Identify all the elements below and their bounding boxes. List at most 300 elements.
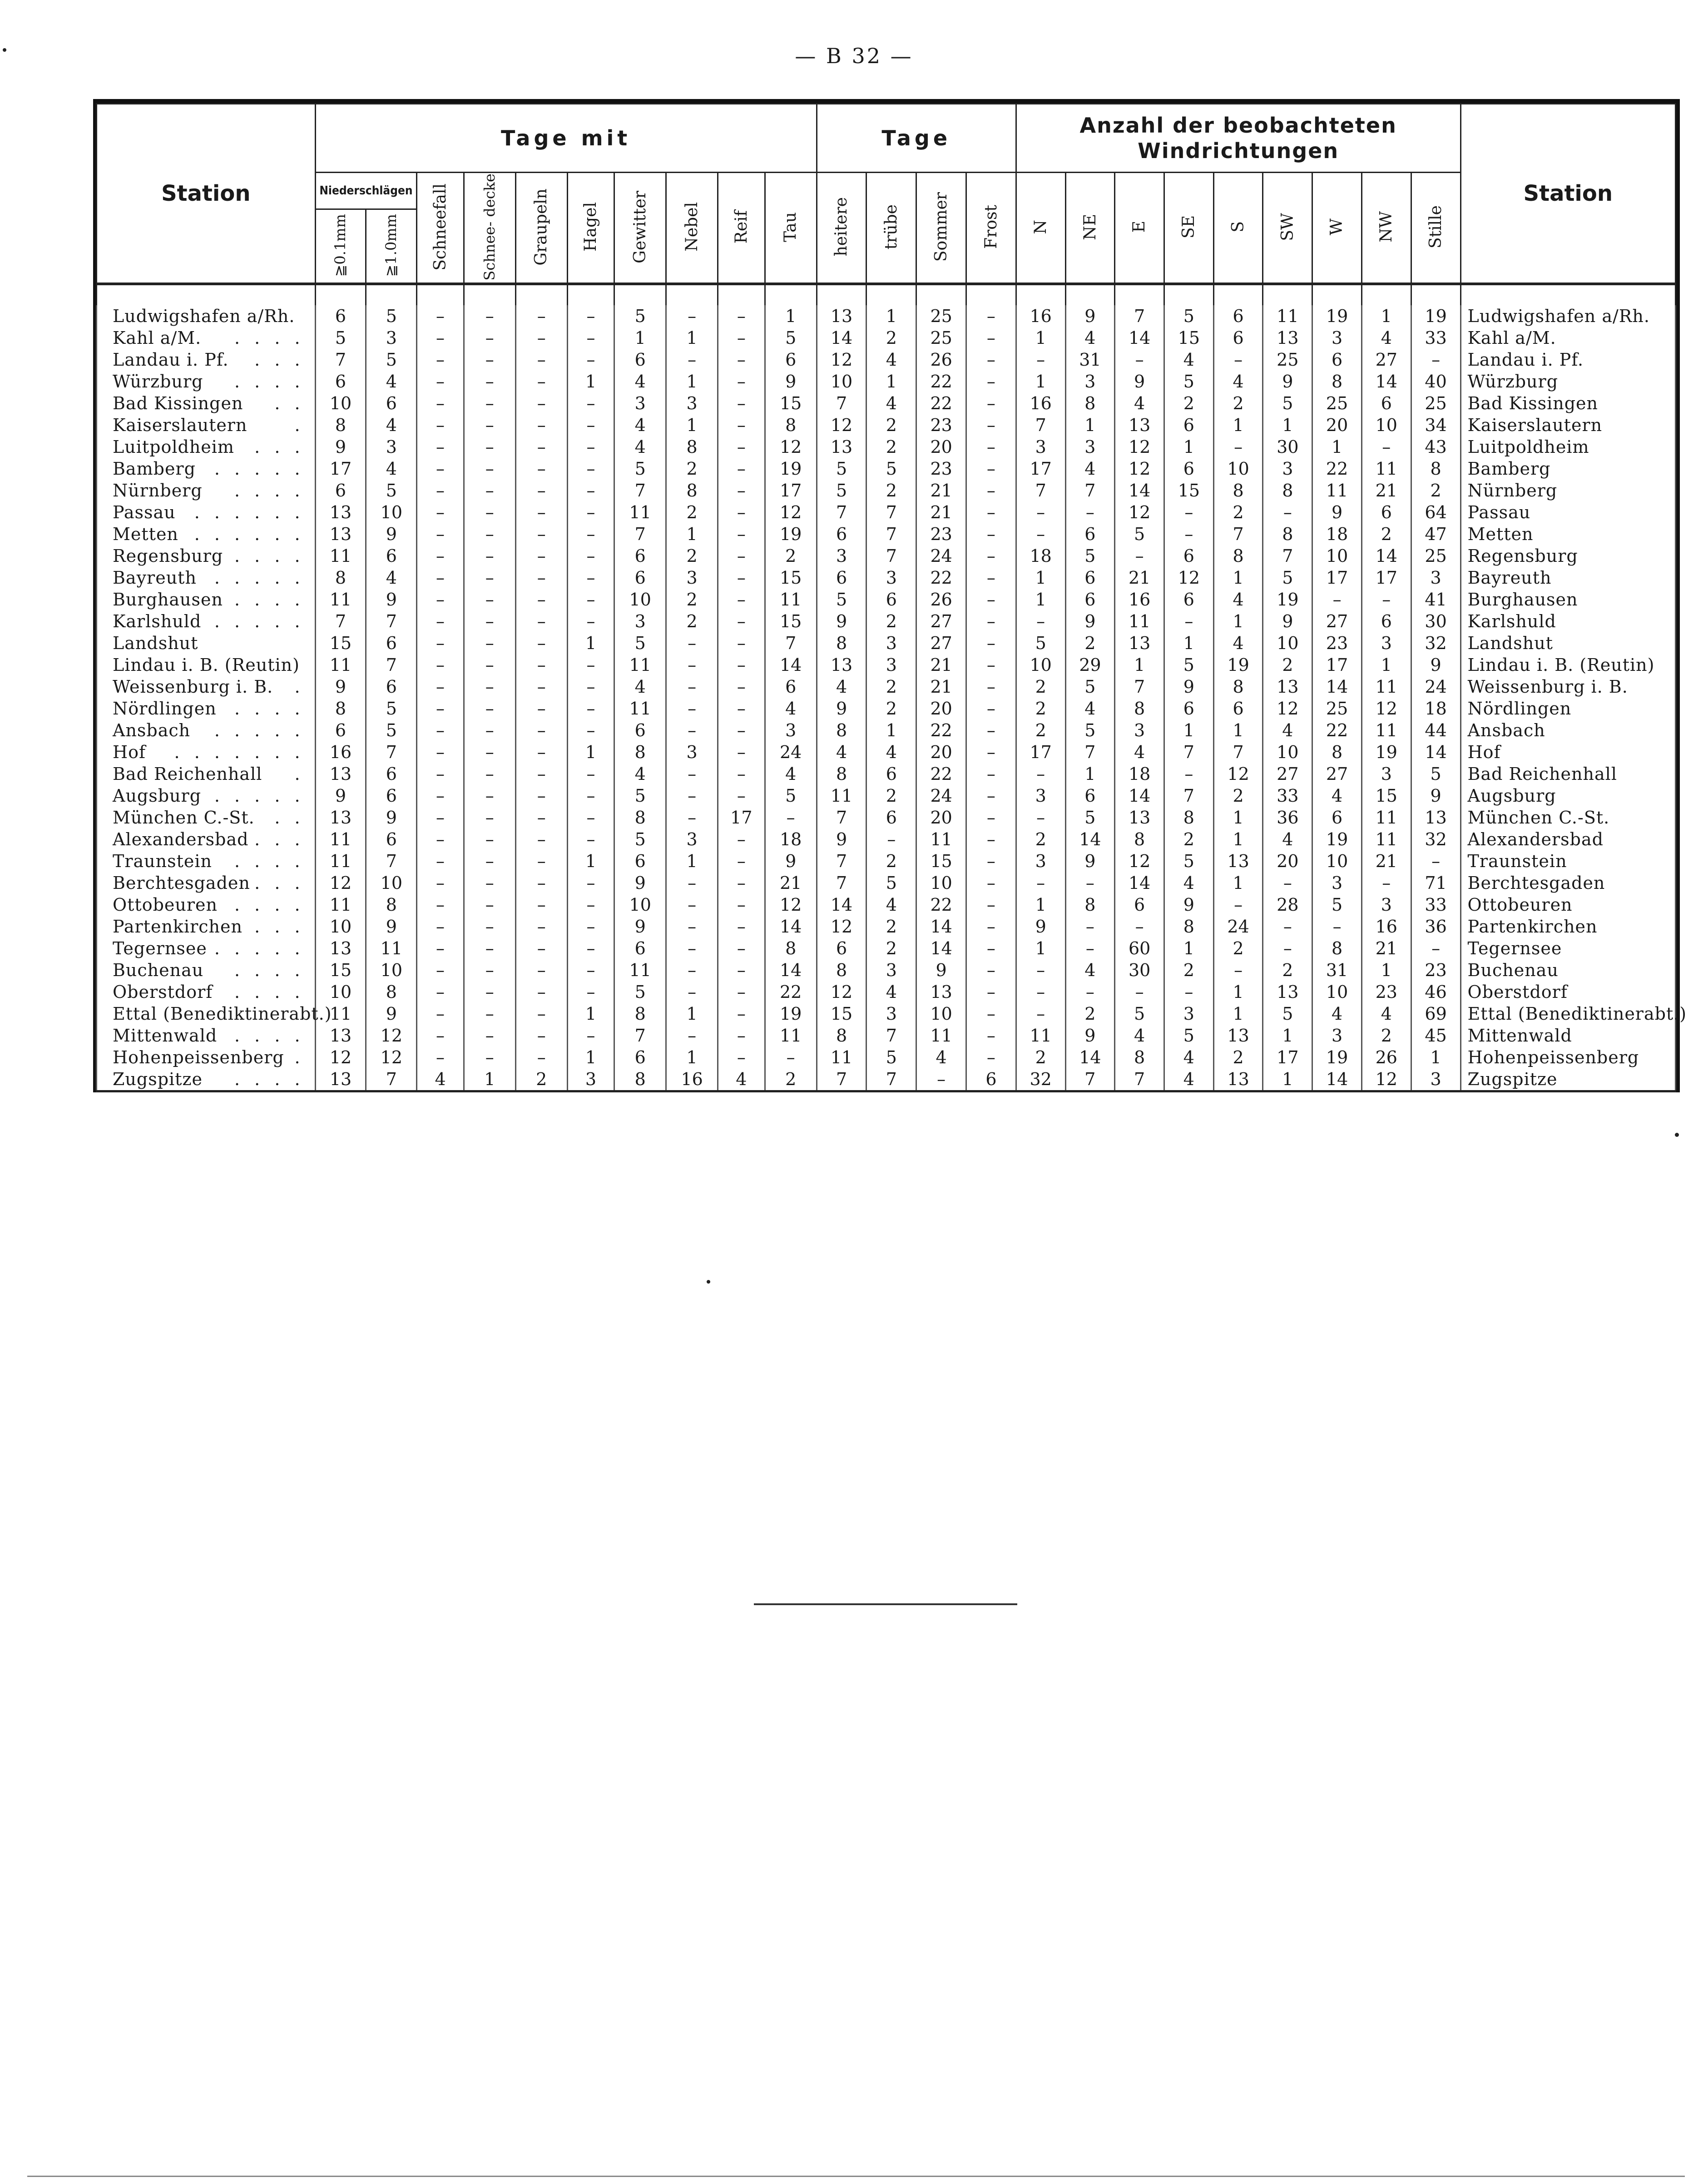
table-cell: – xyxy=(417,741,464,763)
table-cell: – xyxy=(417,567,464,589)
table-row xyxy=(97,632,1676,654)
table-cell: 1 xyxy=(866,305,916,327)
station-name-left: Hof . . . . . . . xyxy=(97,741,316,763)
table-cell: 2 xyxy=(866,610,916,632)
table-row xyxy=(97,589,1676,610)
table-body xyxy=(97,305,1687,1091)
table-cell: 1 xyxy=(567,741,614,763)
table-cell: 3 xyxy=(1312,872,1362,894)
table-cell: 9 xyxy=(315,436,366,458)
table-cell: 2 xyxy=(866,327,916,349)
table-cell: 13 xyxy=(1263,676,1312,698)
table-cell: 3 xyxy=(1065,371,1115,392)
table-cell: – xyxy=(718,741,765,763)
table-cell: 10 xyxy=(1263,632,1312,654)
table-cell: 1 xyxy=(1213,981,1263,1003)
table-cell: – xyxy=(567,610,614,632)
table-cell: – xyxy=(417,1003,464,1025)
table-cell: – xyxy=(966,828,1016,850)
station-name-right: Hof xyxy=(1460,741,1675,763)
table-cell: – xyxy=(417,850,464,872)
table-cell: 2 xyxy=(866,850,916,872)
table-row xyxy=(97,414,1676,436)
table-row xyxy=(97,741,1676,763)
table-cell: 5 xyxy=(765,327,817,349)
station-name-left: Zugspitze . . . . xyxy=(97,1068,316,1091)
table-cell: – xyxy=(464,523,515,545)
table-cell: 7 xyxy=(1115,676,1164,698)
table-cell: – xyxy=(515,610,567,632)
table-cell: 4 xyxy=(1164,872,1214,894)
table-cell: – xyxy=(966,1046,1016,1068)
table-cell: 9 xyxy=(1164,676,1214,698)
table-cell: 8 xyxy=(1065,894,1115,916)
table-cell: 6 xyxy=(366,676,417,698)
table-cell: 6 xyxy=(966,1068,1016,1091)
station-name-left: Weissenburg i. B. . xyxy=(97,676,316,698)
table-cell: 12 xyxy=(765,436,817,458)
station-name-left: Buchenau . . . . xyxy=(97,959,316,981)
table-cell: 3 xyxy=(1411,1068,1460,1091)
table-cell: – xyxy=(966,632,1016,654)
table-cell: 8 xyxy=(315,414,366,436)
table-cell: 4 xyxy=(1312,1003,1362,1025)
table-cell: – xyxy=(966,850,1016,872)
table-cell: 4 xyxy=(1263,828,1312,850)
table-row xyxy=(97,763,1676,785)
table-cell: – xyxy=(718,436,765,458)
table-cell: 33 xyxy=(1411,327,1460,349)
table-cell: 11 xyxy=(614,654,666,676)
table-cell: – xyxy=(515,872,567,894)
table-cell: 1 xyxy=(1361,305,1411,327)
table-cell: – xyxy=(966,916,1016,937)
station-table xyxy=(96,103,1687,1092)
table-cell: 19 xyxy=(1312,1046,1362,1068)
table-cell: – xyxy=(567,828,614,850)
table-cell: – xyxy=(515,676,567,698)
table-cell: 8 xyxy=(1213,676,1263,698)
table-cell: 16 xyxy=(666,1068,718,1091)
table-cell: 8 xyxy=(614,1068,666,1091)
table-cell: 24 xyxy=(1411,676,1460,698)
table-cell: 23 xyxy=(1312,632,1362,654)
table-cell: – xyxy=(718,1025,765,1046)
table-cell: 12 xyxy=(817,981,866,1003)
table-cell: 10 xyxy=(916,872,966,894)
table-cell: 5 xyxy=(1164,371,1214,392)
table-cell: 5 xyxy=(866,872,916,894)
col-header-01mm: ≧0.1mm xyxy=(315,209,366,284)
table-cell: – xyxy=(718,763,765,785)
table-cell: – xyxy=(966,305,1016,327)
table-cell: 44 xyxy=(1411,719,1460,741)
table-cell: 32 xyxy=(1411,828,1460,850)
table-cell: – xyxy=(666,349,718,371)
table-cell: 1 xyxy=(567,632,614,654)
table-cell: 3 xyxy=(1312,327,1362,349)
table-row xyxy=(97,894,1676,916)
table-cell: 11 xyxy=(765,1025,817,1046)
table-cell: 11 xyxy=(1361,676,1411,698)
table-cell: 4 xyxy=(1213,632,1263,654)
table-cell: 24 xyxy=(916,545,966,567)
table-cell: – xyxy=(966,719,1016,741)
table-cell: – xyxy=(417,959,464,981)
table-cell: – xyxy=(417,327,464,349)
table-cell: – xyxy=(464,1025,515,1046)
table-cell: 10 xyxy=(366,501,417,523)
col-header-hagel: Hagel xyxy=(567,173,614,284)
table-cell: – xyxy=(567,349,614,371)
table-cell: 23 xyxy=(1411,959,1460,981)
table-row xyxy=(97,872,1676,894)
table-cell: – xyxy=(1164,610,1214,632)
table-row xyxy=(97,305,1676,327)
table-cell: 6 xyxy=(1164,458,1214,480)
table-cell: 4 xyxy=(614,676,666,698)
table-cell: 21 xyxy=(916,654,966,676)
table-cell: 1 xyxy=(614,327,666,349)
table-cell: 12 xyxy=(1213,763,1263,785)
station-name-right: Kaiserslautern xyxy=(1460,414,1675,436)
table-cell: – xyxy=(718,894,765,916)
table-cell: 25 xyxy=(1312,392,1362,414)
table-cell: – xyxy=(515,567,567,589)
table-cell: 13 xyxy=(916,981,966,1003)
table-cell: 12 xyxy=(1263,698,1312,719)
table-cell: 8 xyxy=(1411,458,1460,480)
table-cell: 4 xyxy=(1361,327,1411,349)
table-cell: 28 xyxy=(1263,894,1312,916)
table-cell: 22 xyxy=(916,719,966,741)
station-name-left: München C.-St. . . xyxy=(97,807,316,828)
table-cell: 6 xyxy=(1065,589,1115,610)
table-cell: 5 xyxy=(1263,567,1312,589)
table-cell: 6 xyxy=(614,349,666,371)
table-cell: 8 xyxy=(1263,523,1312,545)
table-cell: – xyxy=(417,632,464,654)
table-row xyxy=(97,610,1676,632)
table-cell: 5 xyxy=(1115,523,1164,545)
table-cell: 6 xyxy=(817,937,866,959)
table-cell: 2 xyxy=(1164,828,1214,850)
table-cell: 7 xyxy=(614,1025,666,1046)
table-cell: 14 xyxy=(1361,371,1411,392)
table-cell: 47 xyxy=(1411,523,1460,545)
table-cell: – xyxy=(464,371,515,392)
table-cell: 6 xyxy=(765,676,817,698)
station-name-left: Augsburg . . . . . xyxy=(97,785,316,807)
table-cell: – xyxy=(515,523,567,545)
table-cell: 14 xyxy=(916,916,966,937)
table-cell: 13 xyxy=(315,807,366,828)
table-cell: 21 xyxy=(916,501,966,523)
table-cell: 6 xyxy=(1164,589,1214,610)
table-cell: – xyxy=(464,392,515,414)
table-cell: – xyxy=(1065,872,1115,894)
station-name-right: Nördlingen xyxy=(1460,698,1675,719)
table-cell: 1 xyxy=(567,1046,614,1068)
table-cell: 10 xyxy=(1312,850,1362,872)
table-cell: – xyxy=(464,850,515,872)
table-cell: 4 xyxy=(1361,1003,1411,1025)
table-cell: – xyxy=(417,937,464,959)
table-cell: 6 xyxy=(866,589,916,610)
table-cell: 4 xyxy=(1312,785,1362,807)
table-cell: 11 xyxy=(1361,458,1411,480)
table-cell: – xyxy=(1016,501,1065,523)
table-cell: 3 xyxy=(1115,719,1164,741)
table-cell: – xyxy=(1213,436,1263,458)
table-cell: 16 xyxy=(315,741,366,763)
station-name-right: Mittenwald xyxy=(1460,1025,1675,1046)
table-cell: 10 xyxy=(1312,545,1362,567)
col-header-e: E xyxy=(1115,173,1164,284)
table-cell: 6 xyxy=(817,523,866,545)
table-cell: 5 xyxy=(366,719,417,741)
table-cell: – xyxy=(718,850,765,872)
table-cell: 14 xyxy=(916,937,966,959)
table-cell: 2 xyxy=(1361,1025,1411,1046)
table-cell: – xyxy=(567,589,614,610)
table-cell: 17 xyxy=(1016,741,1065,763)
table-cell: 12 xyxy=(1164,567,1214,589)
table-cell: 7 xyxy=(614,480,666,501)
table-cell: 1 xyxy=(1016,937,1065,959)
table-cell: 6 xyxy=(866,763,916,785)
table-cell: – xyxy=(515,937,567,959)
table-cell: 7 xyxy=(366,741,417,763)
table-cell: 21 xyxy=(1361,480,1411,501)
table-cell: 1 xyxy=(1016,567,1065,589)
table-cell: 6 xyxy=(366,632,417,654)
table-cell: – xyxy=(417,828,464,850)
table-cell: 12 xyxy=(366,1025,417,1046)
table-cell: 6 xyxy=(366,392,417,414)
table-cell: – xyxy=(567,676,614,698)
table-cell: 60 xyxy=(1115,937,1164,959)
table-cell: 9 xyxy=(1411,654,1460,676)
table-cell: 22 xyxy=(765,981,817,1003)
table-cell: – xyxy=(718,1046,765,1068)
table-cell: 14 xyxy=(1115,480,1164,501)
table-cell: 11 xyxy=(817,785,866,807)
table-cell: 13 xyxy=(1263,327,1312,349)
table-cell: 9 xyxy=(614,916,666,937)
table-cell: – xyxy=(966,676,1016,698)
table-cell: 3 xyxy=(866,1003,916,1025)
table-cell: 1 xyxy=(866,719,916,741)
table-cell: – xyxy=(666,676,718,698)
col-header-w: W xyxy=(1312,173,1362,284)
station-name-right: Passau xyxy=(1460,501,1675,523)
table-cell: – xyxy=(966,610,1016,632)
col-header-heitere: heitere xyxy=(817,173,866,284)
table-cell: 8 xyxy=(666,480,718,501)
col-header-tau: Tau xyxy=(765,173,817,284)
table-cell: 64 xyxy=(1411,501,1460,523)
table-cell: 10 xyxy=(1361,414,1411,436)
table-cell: 15 xyxy=(765,610,817,632)
table-cell: 9 xyxy=(1065,610,1115,632)
col-header-n: N xyxy=(1016,173,1065,284)
table-cell: 20 xyxy=(916,741,966,763)
table-cell: 1 xyxy=(567,1003,614,1025)
table-cell: 8 xyxy=(1115,1046,1164,1068)
table-cell: 7 xyxy=(1016,414,1065,436)
table-cell: – xyxy=(464,676,515,698)
table-cell: 9 xyxy=(1411,785,1460,807)
table-cell: 6 xyxy=(1115,894,1164,916)
table-cell: 1 xyxy=(567,371,614,392)
table-cell: – xyxy=(464,719,515,741)
table-cell: 13 xyxy=(315,523,366,545)
station-name-left: Metten . . . . . . xyxy=(97,523,316,545)
table-cell: 9 xyxy=(1065,1025,1115,1046)
col-header-schneedecke: Schnee- decke xyxy=(464,173,515,284)
table-cell: 6 xyxy=(315,719,366,741)
table-cell: – xyxy=(567,981,614,1003)
table-cell: – xyxy=(966,327,1016,349)
table-cell: – xyxy=(1361,872,1411,894)
table-cell: 13 xyxy=(1213,850,1263,872)
station-name-left: Luitpoldheim . . . xyxy=(97,436,316,458)
table-cell: 9 xyxy=(315,676,366,698)
table-cell: – xyxy=(417,458,464,480)
table-cell: 10 xyxy=(315,916,366,937)
table-cell: 3 xyxy=(1016,436,1065,458)
table-row xyxy=(97,480,1676,501)
table-cell: 7 xyxy=(1213,741,1263,763)
table-cell: – xyxy=(1263,937,1312,959)
table-cell: 14 xyxy=(1065,1046,1115,1068)
table-cell: 9 xyxy=(916,959,966,981)
table-cell: 7 xyxy=(765,632,817,654)
table-cell: 5 xyxy=(817,480,866,501)
table-cell: 2 xyxy=(1065,632,1115,654)
station-name-left: Würzburg . . . . xyxy=(97,371,316,392)
table-cell: 7 xyxy=(1016,480,1065,501)
table-cell: 17 xyxy=(1312,567,1362,589)
table-cell: – xyxy=(966,371,1016,392)
table-cell: 3 xyxy=(1016,785,1065,807)
table-cell: – xyxy=(1411,349,1460,371)
table-cell: 6 xyxy=(366,763,417,785)
table-cell: 5 xyxy=(366,698,417,719)
table-cell: – xyxy=(1016,981,1065,1003)
table-cell: 3 xyxy=(866,959,916,981)
table-cell: 6 xyxy=(1065,567,1115,589)
table-cell: 1 xyxy=(666,414,718,436)
table-cell: 9 xyxy=(366,523,417,545)
table-cell: 7 xyxy=(1263,545,1312,567)
table-cell: 8 xyxy=(817,959,866,981)
table-cell: – xyxy=(966,480,1016,501)
table-cell: 8 xyxy=(765,414,817,436)
table-row xyxy=(97,676,1676,698)
table-cell: 5 xyxy=(866,458,916,480)
table-cell: 10 xyxy=(614,589,666,610)
table-cell: 6 xyxy=(614,937,666,959)
table-cell: 12 xyxy=(315,1046,366,1068)
margin-speck xyxy=(1675,1133,1679,1137)
station-name-left: Oberstdorf . . . . xyxy=(97,981,316,1003)
table-cell: 1 xyxy=(1263,414,1312,436)
table-cell: – xyxy=(417,1046,464,1068)
table-cell: – xyxy=(464,872,515,894)
table-cell: – xyxy=(417,872,464,894)
station-name-left: Kaiserslautern . xyxy=(97,414,316,436)
table-cell: 8 xyxy=(1312,371,1362,392)
table-cell: 5 xyxy=(366,305,417,327)
table-cell: – xyxy=(417,414,464,436)
table-cell: – xyxy=(718,872,765,894)
table-cell: – xyxy=(515,501,567,523)
table-cell: 26 xyxy=(916,349,966,371)
station-name-right: Buchenau xyxy=(1460,959,1675,981)
table-cell: – xyxy=(718,654,765,676)
table-cell: 4 xyxy=(614,436,666,458)
table-cell: 4 xyxy=(916,1046,966,1068)
table-cell: 14 xyxy=(765,916,817,937)
table-cell: 9 xyxy=(614,872,666,894)
table-cell: – xyxy=(718,567,765,589)
table-cell: 1 xyxy=(1263,1025,1312,1046)
table-cell: – xyxy=(515,959,567,981)
table-cell: 21 xyxy=(765,872,817,894)
table-cell: 12 xyxy=(1115,501,1164,523)
table-cell: 3 xyxy=(1263,458,1312,480)
table-cell: – xyxy=(464,458,515,480)
table-cell: – xyxy=(966,349,1016,371)
table-cell: 3 xyxy=(666,567,718,589)
margin-speck xyxy=(707,1280,710,1284)
table-cell: – xyxy=(718,349,765,371)
table-cell: 2 xyxy=(1016,828,1065,850)
table-cell: 7 xyxy=(817,872,866,894)
station-name-left: Berchtesgaden . . . xyxy=(97,872,316,894)
table-cell: 23 xyxy=(916,458,966,480)
table-cell: 14 xyxy=(765,654,817,676)
table-cell: 5 xyxy=(1312,894,1362,916)
table-cell: 14 xyxy=(1115,327,1164,349)
table-cell: 31 xyxy=(1065,349,1115,371)
table-cell: 2 xyxy=(1213,392,1263,414)
table-cell: – xyxy=(464,807,515,828)
table-cell: – xyxy=(1016,1003,1065,1025)
table-cell: – xyxy=(718,719,765,741)
table-row xyxy=(97,436,1676,458)
table-cell: 2 xyxy=(866,480,916,501)
table-cell: 1 xyxy=(1164,632,1214,654)
table-cell: 3 xyxy=(1016,850,1065,872)
table-cell: 5 xyxy=(1263,392,1312,414)
table-cell: 18 xyxy=(765,828,817,850)
table-cell: 16 xyxy=(1115,589,1164,610)
table-cell: 22 xyxy=(1312,458,1362,480)
table-cell: 9 xyxy=(817,610,866,632)
table-row xyxy=(97,916,1676,937)
table-cell: 3 xyxy=(366,327,417,349)
table-cell: 19 xyxy=(1361,741,1411,763)
table-row xyxy=(97,1003,1676,1025)
table-cell: 10 xyxy=(817,371,866,392)
table-cell: – xyxy=(417,763,464,785)
table-cell: – xyxy=(666,937,718,959)
table-cell: 7 xyxy=(817,807,866,828)
table-cell: – xyxy=(464,785,515,807)
